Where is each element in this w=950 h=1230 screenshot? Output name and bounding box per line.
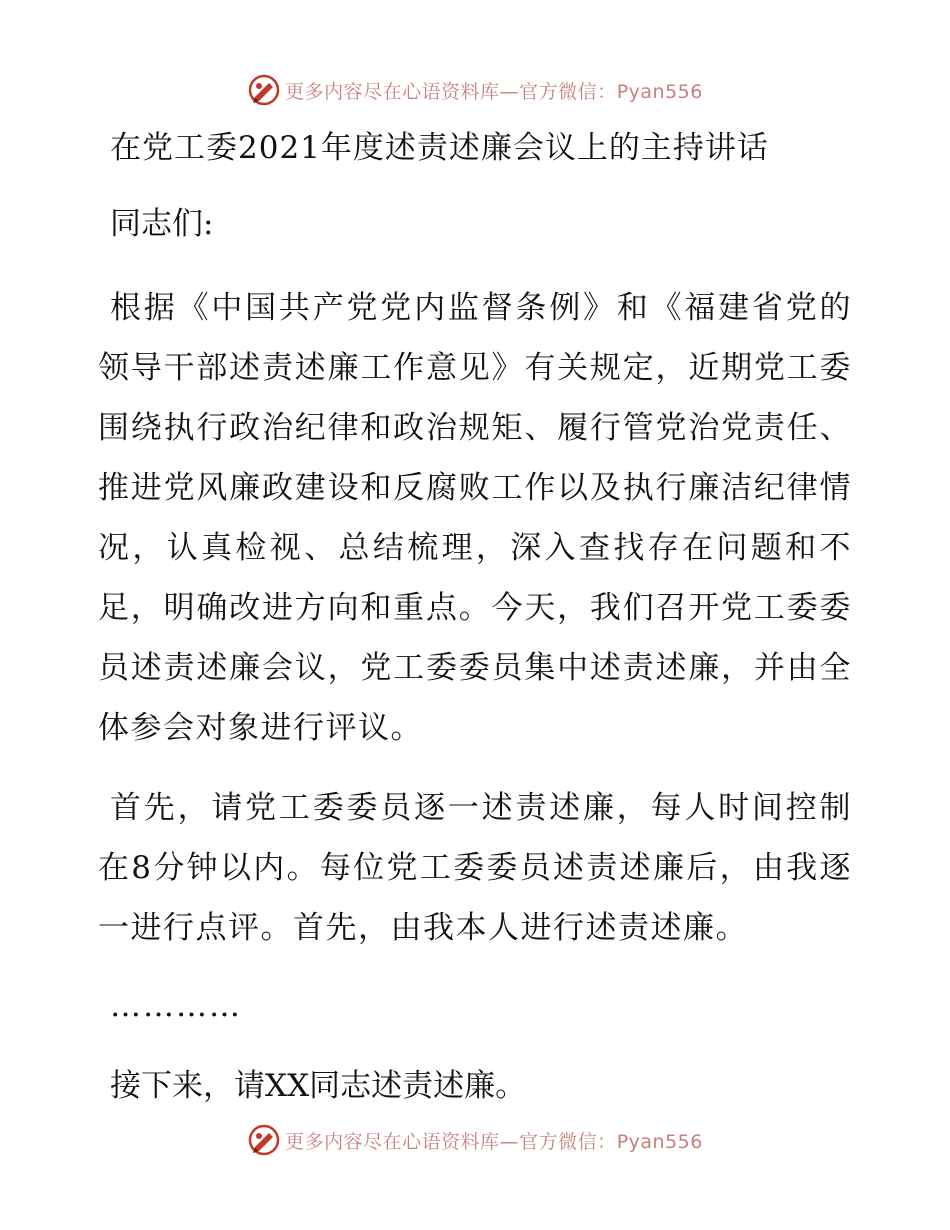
document-title: 在党工委2021年度述责述廉会议上的主持讲话 <box>110 130 769 166</box>
greeting: 同志们: <box>110 206 214 242</box>
watermark-wechat-label: 官方微信： <box>519 1130 617 1153</box>
ellipsis: ………… <box>110 988 242 1024</box>
pen-logo-icon <box>247 73 281 107</box>
paragraph-1: 根据《中国共产党党内监督条例》和《福建省党的领导干部述责述廉工作意见》有关规定，近期党工委围绕执行政治纪律和政治规矩、履行管党治党责任、推进党风廉政建设和反腐败工作以及执行廉洁纪律情况，认真检视、总结梳理，深入查找存在问题和不足，明确改进方向和重点。今天，我们召开党工委委员述责述廉会议，党工委委员集中述责述廉，并由全体参会对象进行评议。 <box>98 290 852 746</box>
footer-watermark-banner <box>0 1120 950 1160</box>
watermark-dash: — <box>499 80 520 103</box>
watermark-dash: — <box>499 1130 520 1153</box>
watermark-text <box>285 1127 703 1154</box>
watermark-wechat-id: Pyan556 <box>616 80 703 103</box>
watermark-wechat-id: Pyan556 <box>616 1130 703 1153</box>
pen-logo-icon <box>247 1123 281 1157</box>
closing-line: 接下来，请XX同志述责述廉。 <box>110 1068 527 1104</box>
document-body <box>98 120 852 1114</box>
watermark-promo: 更多内容尽在心语资料库 <box>285 1130 500 1153</box>
header-watermark-banner <box>0 70 950 110</box>
watermark-promo: 更多内容尽在心语资料库 <box>285 80 500 103</box>
paragraph-2: 首先，请党工委委员逐一述责述廉，每人时间控制在8分钟以内。每位党工委委员述责述廉后，由我逐一进行点评。首先，由我本人进行述责述廉。 <box>98 790 852 946</box>
watermark-wechat-label: 官方微信： <box>519 80 617 103</box>
watermark-text <box>285 77 703 104</box>
